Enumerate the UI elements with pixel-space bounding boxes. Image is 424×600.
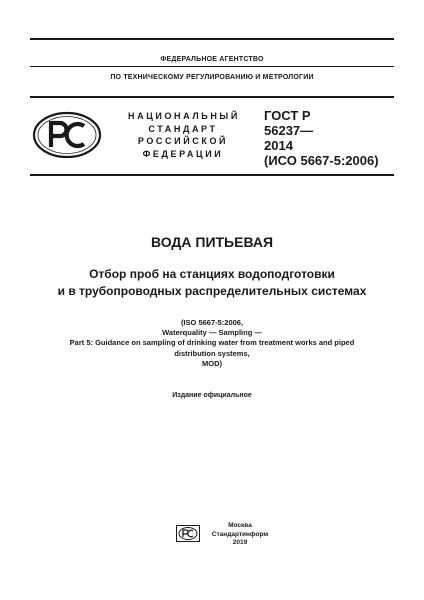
publisher-block	[210, 522, 270, 548]
international-reference	[0, 318, 424, 369]
intl-line: distribution systems,	[174, 348, 250, 358]
intl-line: MOD)	[202, 358, 222, 368]
edition-label: Издание официальное	[172, 392, 252, 399]
publisher-line: Москва	[228, 522, 252, 529]
national-standard-label	[128, 110, 238, 160]
document-title: ВОДА ПИТЬЕВАЯ	[150, 234, 274, 250]
subtitle-line: Отбор проб на станциях водоподготовки	[89, 267, 335, 281]
gost-line: 56237—	[264, 123, 314, 138]
agency-line-2: ПО ТЕХНИЧЕСКОМУ РЕГУЛИРОВАНИЮ И МЕТРОЛОГИИ	[110, 74, 314, 81]
publisher-line: Стандартинформ	[211, 530, 269, 538]
national-line: РОССИЙСКОЙ	[137, 136, 229, 146]
gost-line: 2014	[264, 138, 293, 153]
agency-line-1: ФЕДЕРАЛЬНОЕ АГЕНТСТВО	[160, 56, 264, 63]
national-line: НАЦИОНАЛЬНЫЙ	[128, 111, 240, 121]
gost-line: ГОСТ Р	[264, 108, 311, 123]
standard-block-top-rule	[30, 96, 394, 98]
publisher-line: 2019	[232, 539, 248, 546]
top-rule	[30, 38, 394, 40]
standard-block-bottom-rule	[30, 174, 394, 176]
agency-divider	[30, 66, 394, 67]
intl-line: Part 5: Guidance on sampling of drinking water from treatment works and piped	[69, 338, 355, 348]
national-line: ФЕДЕРАЦИИ	[142, 148, 224, 159]
gost-designation	[264, 108, 379, 168]
intl-line: Waterquality — Sampling —	[162, 328, 262, 338]
gost-line: (ИСО 5667-5:2006)	[264, 153, 379, 168]
standartinform-logo-icon	[176, 525, 200, 542]
gost-r-logo-icon	[32, 111, 102, 159]
national-line: СТАНДАРТ	[148, 123, 218, 134]
subtitle-line: и в трубопроводных распределительных системах	[57, 284, 367, 298]
document-subtitle	[0, 266, 424, 300]
intl-line: (ISO 5667-5:2006,	[180, 318, 244, 327]
